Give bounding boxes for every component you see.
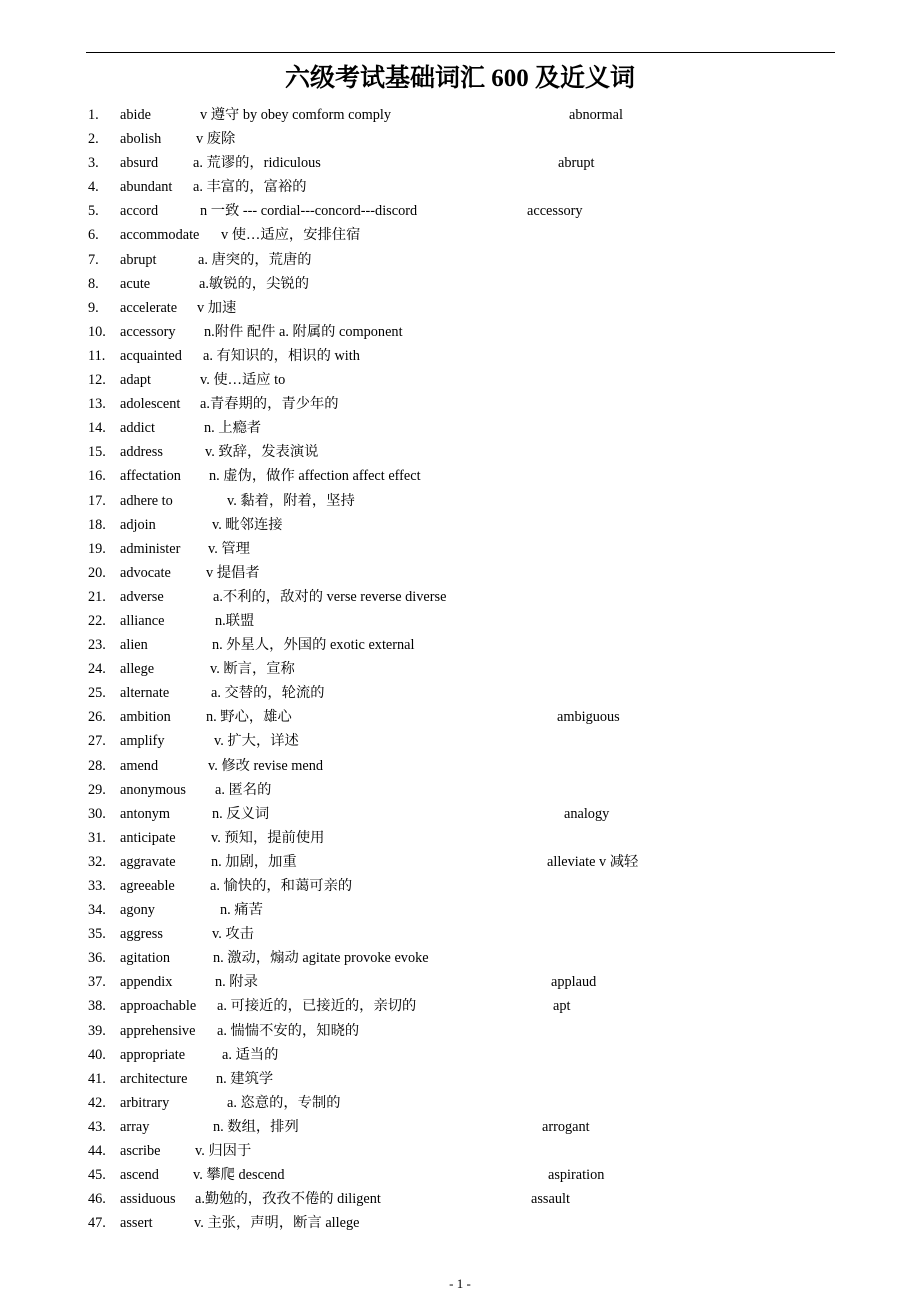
entry-definition: v. 主张，声明，断言 allege <box>194 1215 360 1232</box>
entry-definition: v 加速 <box>197 299 237 316</box>
entry-definition: n. 建筑学 <box>216 1070 274 1087</box>
entry-definition: a.青春期的，青少年的 <box>200 396 339 413</box>
entry-number: 28. <box>88 757 106 774</box>
entry-definition: a.敏锐的，尖锐的 <box>199 275 309 292</box>
entry-number: 25. <box>88 685 106 702</box>
entry-word: abide <box>120 107 151 123</box>
entry-word: adjoin <box>120 516 156 533</box>
entry-number: 44. <box>88 1143 106 1160</box>
list-item <box>0 657 920 681</box>
entry-word: allege <box>120 661 155 678</box>
entry-word: ambition <box>120 709 171 726</box>
entry-number: 2. <box>88 131 99 148</box>
entry-word: aggress <box>120 926 163 943</box>
entry-definition: v. 修改 revise mend <box>208 757 324 774</box>
entry-word: address <box>120 444 163 461</box>
list-item <box>0 320 920 344</box>
entry-number: 46. <box>88 1191 106 1208</box>
entry-word: abundant <box>120 179 173 196</box>
entry-related-word: accessory <box>527 203 583 220</box>
entry-word: accelerate <box>120 299 178 316</box>
entry-definition: v. 使…适应 to <box>200 372 286 389</box>
header-rule <box>86 52 835 53</box>
entry-word: accommodate <box>120 227 200 244</box>
entry-related-word: applaud <box>551 974 597 991</box>
entry-word: anonymous <box>120 781 186 798</box>
entry-number: 45. <box>88 1167 106 1184</box>
list-item <box>0 585 920 609</box>
entry-related-word: ambiguous <box>557 709 620 726</box>
page-title: 六级考试基础词汇 600 及近义词 <box>284 65 635 92</box>
entry-definition: n. 上瘾者 <box>204 420 262 437</box>
entry-number: 22. <box>88 612 106 629</box>
entry-number: 19. <box>88 540 106 557</box>
entry-number: 4. <box>88 179 99 196</box>
entry-definition: a. 恣意的，专制的 <box>227 1094 341 1111</box>
list-item <box>0 850 920 874</box>
entry-number: 31. <box>88 829 106 846</box>
entry-number: 5. <box>88 203 99 220</box>
entry-number: 17. <box>88 492 106 509</box>
list-item <box>0 1019 920 1043</box>
entry-definition: n. 反义词 <box>212 805 270 822</box>
list-item <box>0 175 920 199</box>
entry-number: 39. <box>88 1022 106 1039</box>
list-item <box>0 513 920 537</box>
entry-number: 9. <box>88 299 99 316</box>
entry-definition: v. 毗邻连接 <box>212 516 283 533</box>
entry-related-word: apt <box>553 998 571 1015</box>
entry-number: 18. <box>88 516 106 533</box>
entry-number: 29. <box>88 781 106 798</box>
entry-word: amplify <box>120 733 165 750</box>
list-item <box>0 344 920 368</box>
entry-definition: v. 攀爬 descend <box>193 1167 285 1184</box>
list-item <box>0 1115 920 1139</box>
entry-word: amend <box>120 757 159 774</box>
entry-number: 12. <box>88 372 106 389</box>
entry-number: 26. <box>88 709 106 726</box>
entry-definition: a. 可接近的，已接近的，亲切的 <box>217 998 417 1015</box>
list-item <box>0 1139 920 1163</box>
list-item <box>0 898 920 922</box>
entry-number: 3. <box>88 155 99 172</box>
entry-definition: v. 黏着，附着，坚持 <box>227 492 355 509</box>
entry-word: abrupt <box>120 251 157 268</box>
entry-related-word: alleviate v 减轻 <box>547 853 639 870</box>
entry-number: 38. <box>88 998 106 1015</box>
entry-definition: a. 有知识的，相识的 with <box>203 347 360 364</box>
entry-definition: n.联盟 <box>215 612 255 629</box>
list-item <box>0 609 920 633</box>
entry-number: 1. <box>88 107 99 123</box>
entry-definition: n.附件 配件 a. 附属的 component <box>204 323 403 340</box>
entry-definition: v 废除 <box>196 131 236 148</box>
entry-word: adhere to <box>120 492 173 509</box>
entry-definition: v. 致辞，发表演说 <box>205 444 319 461</box>
list-item <box>0 537 920 561</box>
entry-word: addict <box>120 420 155 437</box>
entry-number: 37. <box>88 974 106 991</box>
entry-word: adolescent <box>120 396 181 413</box>
list-item <box>0 994 920 1018</box>
entry-number: 34. <box>88 902 106 919</box>
entry-word: alternate <box>120 685 170 702</box>
entry-word: assiduous <box>120 1191 176 1208</box>
entry-definition: v. 预知，提前使用 <box>211 829 325 846</box>
entry-definition: v 提倡者 <box>206 564 260 581</box>
list-item <box>0 729 920 753</box>
entry-number: 10. <box>88 323 106 340</box>
entry-word: alien <box>120 637 148 654</box>
entry-number: 33. <box>88 878 106 894</box>
vocabulary-list <box>0 103 920 1235</box>
list-item <box>0 440 920 464</box>
list-item <box>0 199 920 223</box>
list-item <box>0 1187 920 1211</box>
entry-word: anticipate <box>120 829 176 846</box>
entry-number: 23. <box>88 637 106 654</box>
list-item <box>0 778 920 802</box>
list-item <box>0 561 920 585</box>
entry-number: 6. <box>88 227 99 244</box>
entry-word: approachable <box>120 998 197 1015</box>
entry-number: 15. <box>88 444 106 461</box>
entry-number: 13. <box>88 396 106 413</box>
entry-definition: a. 唐突的，荒唐的 <box>198 251 312 268</box>
entry-word: acquainted <box>120 347 182 364</box>
list-item <box>0 826 920 850</box>
entry-related-word: aspiration <box>548 1167 605 1184</box>
entry-word: alliance <box>120 612 165 629</box>
entry-number: 7. <box>88 251 99 268</box>
entry-definition: n. 附录 <box>215 974 258 991</box>
list-item <box>0 946 920 970</box>
list-item <box>0 633 920 657</box>
list-item <box>0 392 920 416</box>
entry-definition: n. 虚伪，做作 affection affect effect <box>209 468 421 485</box>
entry-word: accord <box>120 203 159 220</box>
entry-definition: n. 激动，煽动 agitate provoke evoke <box>213 950 429 967</box>
list-item <box>0 368 920 392</box>
list-item <box>0 248 920 272</box>
entry-word: architecture <box>120 1070 188 1087</box>
entry-definition: v. 归因于 <box>195 1143 252 1160</box>
entry-definition: v 遵守 by obey comform comply <box>200 107 391 123</box>
entry-definition: a. 适当的 <box>222 1046 279 1063</box>
entry-definition: n. 外星人，外国的 exotic external <box>212 637 415 654</box>
entry-word: array <box>120 1118 150 1135</box>
entry-definition: a. 丰富的，富裕的 <box>193 179 307 196</box>
list-item <box>0 970 920 994</box>
list-item <box>0 103 920 127</box>
entry-word: affectation <box>120 468 181 485</box>
entry-word: agitation <box>120 950 171 967</box>
list-item <box>0 416 920 440</box>
page-number: - 1 - <box>449 1276 471 1291</box>
entry-word: absurd <box>120 155 159 172</box>
list-item <box>0 151 920 175</box>
entry-word: advocate <box>120 564 171 581</box>
list-item <box>0 1067 920 1091</box>
entry-definition: a. 荒谬的，ridiculous <box>193 155 321 172</box>
entry-definition: v. 管理 <box>208 540 250 557</box>
entry-number: 8. <box>88 275 99 292</box>
entry-word: adverse <box>120 588 164 605</box>
entry-related-word: abnormal <box>569 107 623 123</box>
entry-number: 16. <box>88 468 106 485</box>
list-item <box>0 272 920 296</box>
entry-definition: a. 惴惴不安的，知晓的 <box>217 1022 360 1039</box>
entry-number: 14. <box>88 420 106 437</box>
entry-word: assert <box>120 1215 153 1232</box>
entry-definition: a. 交替的，轮流的 <box>211 685 325 702</box>
entry-number: 42. <box>88 1094 106 1111</box>
entry-definition: n. 野心，雄心 <box>206 709 292 726</box>
entry-related-word: abrupt <box>558 155 595 172</box>
entry-number: 32. <box>88 853 106 870</box>
entry-definition: v. 断言，宣称 <box>210 661 295 678</box>
entry-word: agreeable <box>120 878 175 894</box>
list-item <box>0 802 920 826</box>
entry-definition: n. 数组，排列 <box>213 1118 299 1135</box>
entry-word: aggravate <box>120 853 176 870</box>
entry-related-word: assault <box>531 1191 570 1208</box>
entry-definition: n. 痛苦 <box>220 902 263 919</box>
entry-definition: v 使…适应，安排住宿 <box>221 227 361 244</box>
entry-definition: n. 加剧，加重 <box>211 853 297 870</box>
entry-definition: n 一致 --- cordial---concord---discord <box>200 203 418 220</box>
entry-word: appendix <box>120 974 173 991</box>
list-item <box>0 1043 920 1067</box>
entry-word: ascribe <box>120 1143 161 1160</box>
list-item <box>0 296 920 320</box>
entry-number: 36. <box>88 950 106 967</box>
entry-word: arbitrary <box>120 1094 170 1111</box>
list-item <box>0 1091 920 1115</box>
list-item <box>0 1211 920 1235</box>
entry-related-word: analogy <box>564 805 610 822</box>
list-item <box>0 489 920 513</box>
entry-number: 47. <box>88 1215 106 1232</box>
list-item <box>0 705 920 729</box>
list-item <box>0 464 920 488</box>
list-item <box>0 127 920 151</box>
entry-word: administer <box>120 540 181 557</box>
list-item <box>0 922 920 946</box>
entry-definition: v. 扩大，详述 <box>214 733 299 750</box>
entry-number: 35. <box>88 926 106 943</box>
entry-word: apprehensive <box>120 1022 196 1039</box>
entry-definition: a. 愉快的，和蔼可亲的 <box>210 878 353 894</box>
entry-number: 30. <box>88 805 106 822</box>
entry-word: ascend <box>120 1167 159 1184</box>
entry-word: agony <box>120 902 155 919</box>
list-item <box>0 874 920 898</box>
entry-word: accessory <box>120 323 176 340</box>
entry-definition: a.勤勉的，孜孜不倦的 diligent <box>195 1191 381 1208</box>
entry-definition: a.不利的，敌对的 verse reverse diverse <box>213 588 447 605</box>
entry-number: 11. <box>88 347 106 364</box>
entry-definition: v. 攻击 <box>212 926 254 943</box>
entry-word: acute <box>120 275 151 292</box>
list-item <box>0 754 920 778</box>
entry-word: adapt <box>120 372 151 389</box>
entry-number: 21. <box>88 588 106 605</box>
entry-related-word: arrogant <box>542 1118 590 1135</box>
list-item <box>0 223 920 247</box>
list-item <box>0 1163 920 1187</box>
list-item <box>0 681 920 705</box>
entry-word: antonym <box>120 805 171 822</box>
entry-word: appropriate <box>120 1046 186 1063</box>
entry-number: 43. <box>88 1118 106 1135</box>
entry-number: 40. <box>88 1046 106 1063</box>
entry-number: 41. <box>88 1070 106 1087</box>
entry-number: 24. <box>88 661 106 678</box>
entry-number: 27. <box>88 733 106 750</box>
entry-definition: a. 匿名的 <box>215 781 272 798</box>
entry-word: abolish <box>120 131 162 148</box>
entry-number: 20. <box>88 564 106 581</box>
